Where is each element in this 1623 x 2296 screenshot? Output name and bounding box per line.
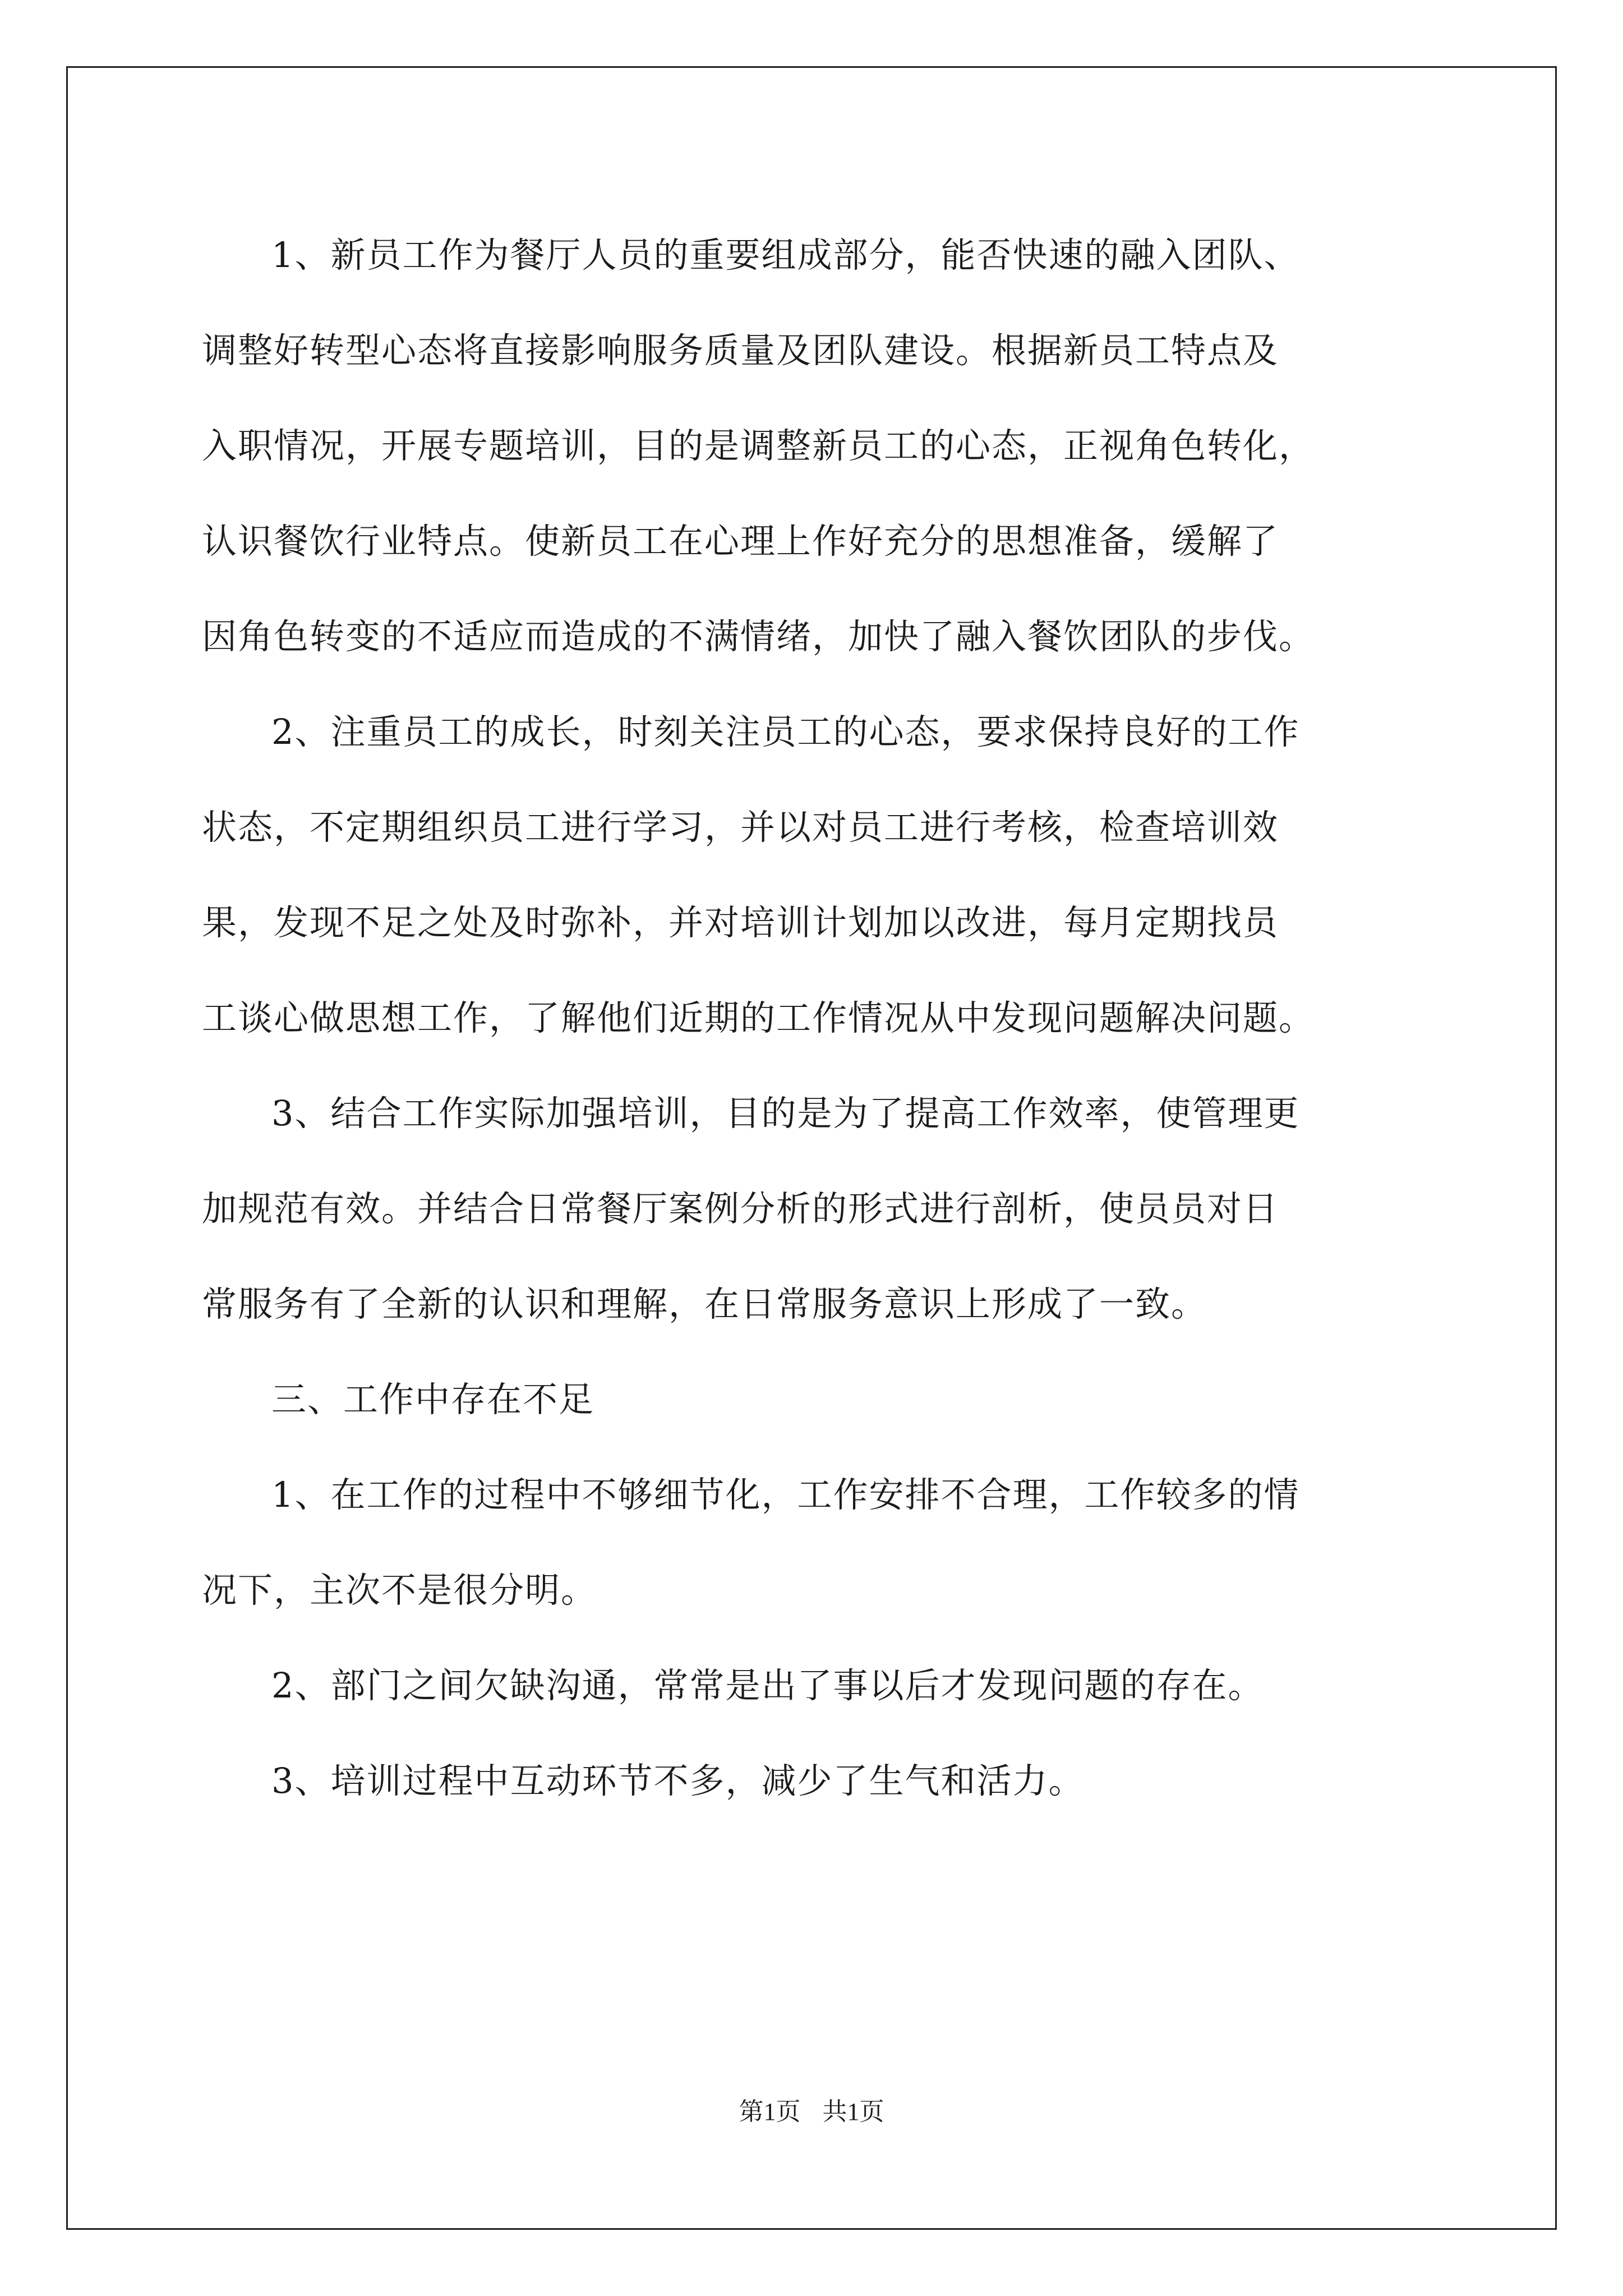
- text-line: 果，发现不足之处及时弥补，并对培训计划加以改进，每月定期找员: [202, 902, 1279, 943]
- text-line: 加规范有效。并结合日常餐厅案例分析的形式进行剖析，使员员对日: [202, 1188, 1279, 1229]
- text-line: 状态，不定期组织员工进行学习，并以对员工进行考核，检查培训效: [202, 807, 1279, 848]
- text-line: 2、部门之间欠缺沟通，常常是出了事以后才发现问题的存在。: [271, 1665, 1264, 1706]
- text-line: 调整好转型心态将直接影响服务质量及团队建设。根据新员工特点及: [202, 330, 1279, 371]
- paragraph-4: [202, 1447, 1430, 1638]
- paragraph-5: [202, 1638, 1430, 1733]
- page-number: 第1页: [739, 2098, 801, 2125]
- text-line: 3、培训过程中互动环节不多，减少了生气和活力。: [271, 1760, 1085, 1801]
- text-line: 工谈心做思想工作，了解他们近期的工作情况从中发现问题解决问题。: [202, 997, 1315, 1038]
- heading-text: 三、工作中存在不足: [271, 1379, 595, 1420]
- text-line: 1、新员工作为餐厅人员的重要组成部分，能否快速的融入团队、: [271, 234, 1300, 275]
- section-heading: [202, 1352, 1430, 1447]
- paragraph-6: [202, 1733, 1430, 1829]
- text-line: 入职情况，开展专题培训，目的是调整新员工的心态，正视角色转化，: [202, 425, 1315, 466]
- page-total: 共1页: [822, 2098, 884, 2125]
- text-line: 况下，主次不是很分明。: [202, 1570, 597, 1611]
- text-line: 认识餐饮行业特点。使新员工在心理上作好充分的思想准备，缓解了: [202, 521, 1279, 562]
- text-line: 3、结合工作实际加强培训，目的是为了提高工作效率，使管理更: [271, 1093, 1300, 1134]
- paragraph-1: [202, 208, 1430, 684]
- paragraph-2: [202, 684, 1430, 1066]
- page-footer: [0, 2091, 1623, 2127]
- text-line: 2、注重员工的成长，时刻关注员工的心态，要求保持良好的工作: [271, 711, 1300, 752]
- document-body: [202, 208, 1430, 1829]
- text-line: 常服务有了全新的认识和理解，在日常服务意识上形成了一致。: [202, 1283, 1207, 1324]
- paragraph-3: [202, 1066, 1430, 1352]
- text-line: 1、在工作的过程中不够细节化，工作安排不合理，工作较多的情: [271, 1474, 1300, 1515]
- text-line: 因角色转变的不适应而造成的不满情绪，加快了融入餐饮团队的步伐。: [202, 616, 1315, 657]
